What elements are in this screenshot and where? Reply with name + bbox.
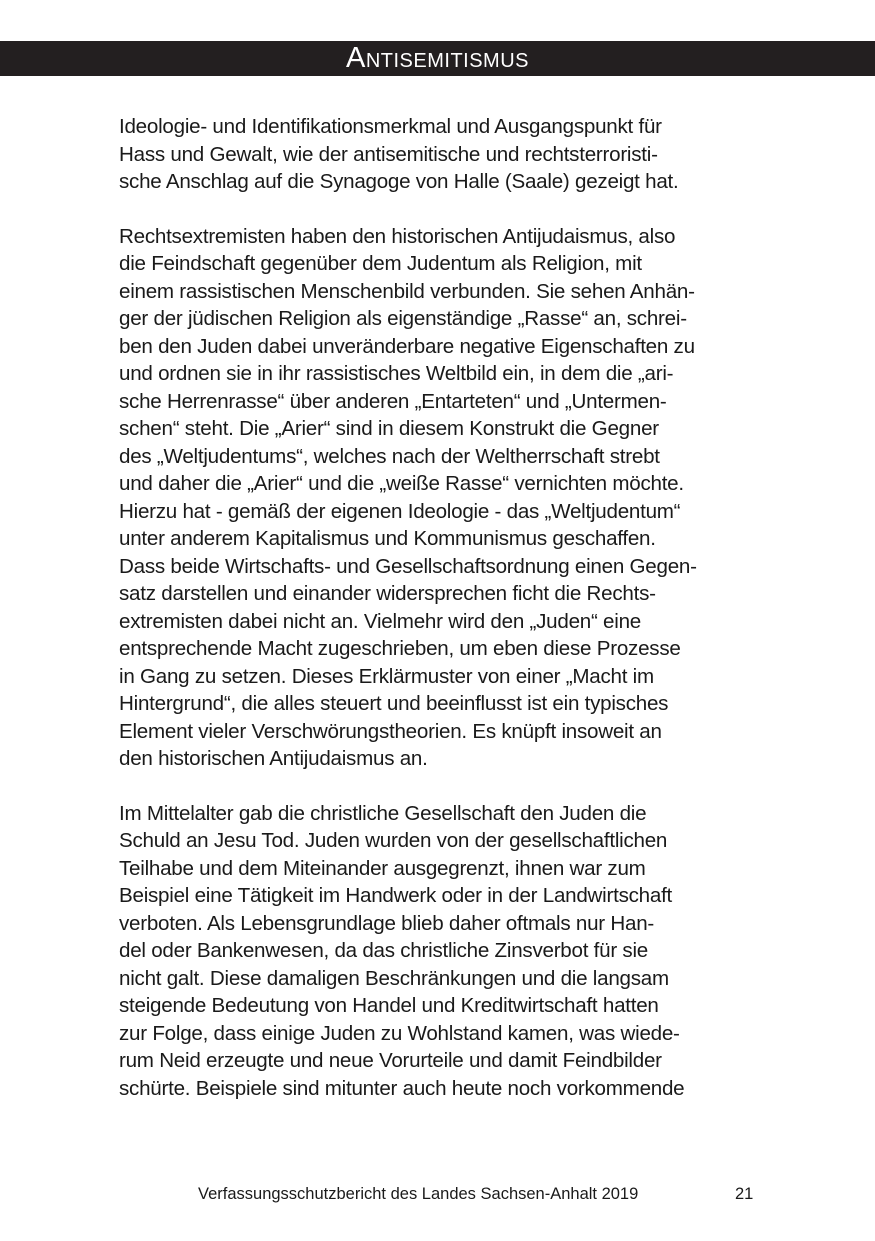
text-line: und daher die „Arier“ und die „weiße Rasse“ vernichten möchte. — [119, 472, 684, 495]
page-footer — [0, 1182, 875, 1206]
paragraph-3 — [119, 800, 759, 1103]
text-line: Teilhabe und dem Miteinander ausgegrenzt, ihnen war zum — [119, 856, 646, 880]
text-line: Schuld an Jesu Tod. Juden wurden von der gesellschaftlichen — [119, 829, 668, 852]
text-line: den historischen Antijudaismus an. — [119, 747, 428, 770]
text-line: nicht galt. Diese damaligen Beschränkungen und die langsam — [119, 966, 669, 990]
text-line: schen“ steht. Die „Arier“ sind in diesem Konstrukt die Gegner — [119, 417, 659, 440]
text-line: in Gang zu setzen. Dieses Erklärmuster von einer „Macht im — [119, 664, 654, 688]
text-line: rum Neid erzeugte und neue Vorurteile und damit Feindbilder — [119, 1049, 662, 1072]
text-line: Hierzu hat - gemäß der eigenen Ideologie - das „Weltjudentum“ — [119, 499, 681, 523]
text-line: Rechtsextremisten haben den historischen Antijudaismus, also — [119, 224, 676, 248]
text-line: entsprechende Macht zugeschrieben, um eben diese Prozesse — [119, 637, 681, 660]
text-line: zur Folge, dass einige Juden zu Wohlstand kamen, was wiede- — [119, 1021, 680, 1045]
text-line: verboten. Als Lebensgrundlage blieb daher oftmals nur Han- — [119, 911, 655, 935]
text-line: extremisten dabei nicht an. Vielmehr wird den „Juden“ eine — [119, 609, 641, 633]
text-line: die Feindschaft gegenüber dem Judentum als Religion, mit — [119, 252, 642, 275]
text-line: ben den Juden dabei unveränderbare negative Eigenschaften zu — [119, 334, 695, 358]
footer-publication-title: Verfassungsschutzbericht des Landes Sachsen-Anhalt 2019 — [198, 1185, 639, 1203]
text-line: einem rassistischen Menschenbild verbunden. Sie sehen Anhän- — [119, 279, 695, 303]
section-title: Antisemitismus — [345, 42, 529, 74]
text-line: Beispiel eine Tätigkeit im Handwerk oder in der Landwirtschaft — [119, 884, 673, 907]
section-header-bar — [0, 41, 875, 76]
text-line: del oder Bankenwesen, da das christliche Zinsverbot für sie — [119, 939, 648, 962]
text-line: Dass beide Wirtschafts- und Gesellschaftsordnung einen Gegen- — [119, 554, 697, 578]
text-line: Im Mittelalter gab die christliche Gesellschaft den Juden die — [119, 801, 647, 825]
text-line: des „Weltjudentums“, welches nach der Weltherrschaft strebt — [119, 444, 660, 468]
paragraph-2 — [119, 223, 759, 773]
text-line: und ordnen sie in ihr rassistisches Weltbild ein, in dem die „ari- — [119, 362, 674, 385]
paragraph-1 — [119, 113, 759, 196]
body-text — [119, 113, 759, 1129]
text-line: steigende Bedeutung von Handel und Kreditwirtschaft hatten — [119, 994, 659, 1017]
text-line: unter anderem Kapitalismus und Kommunismus geschaffen. — [119, 527, 656, 550]
page-number: 21 — [735, 1185, 754, 1203]
text-line: sche Herrenrasse“ über anderen „Entarteten“ und „Untermen- — [119, 389, 667, 413]
text-line: schürte. Beispiele sind mitunter auch heute noch vorkommende — [119, 1076, 685, 1100]
text-line: sche Anschlag auf die Synagoge von Halle (Saale) gezeigt hat. — [119, 170, 679, 193]
text-line: Hass und Gewalt, wie der antisemitische und rechtsterroristi- — [119, 142, 658, 166]
text-line: satz darstellen und einander widersprechen ficht die Rechts- — [119, 582, 656, 605]
text-line: ger der jüdischen Religion als eigenständige „Rasse“ an, schrei- — [119, 307, 687, 330]
text-line: Element vieler Verschwörungstheorien. Es knüpft insoweit an — [119, 719, 662, 743]
text-line: Hintergrund“, die alles steuert und beeinflusst ist ein typisches — [119, 692, 669, 715]
text-line: Ideologie- und Identifikationsmerkmal und Ausgangspunkt für — [119, 115, 662, 138]
